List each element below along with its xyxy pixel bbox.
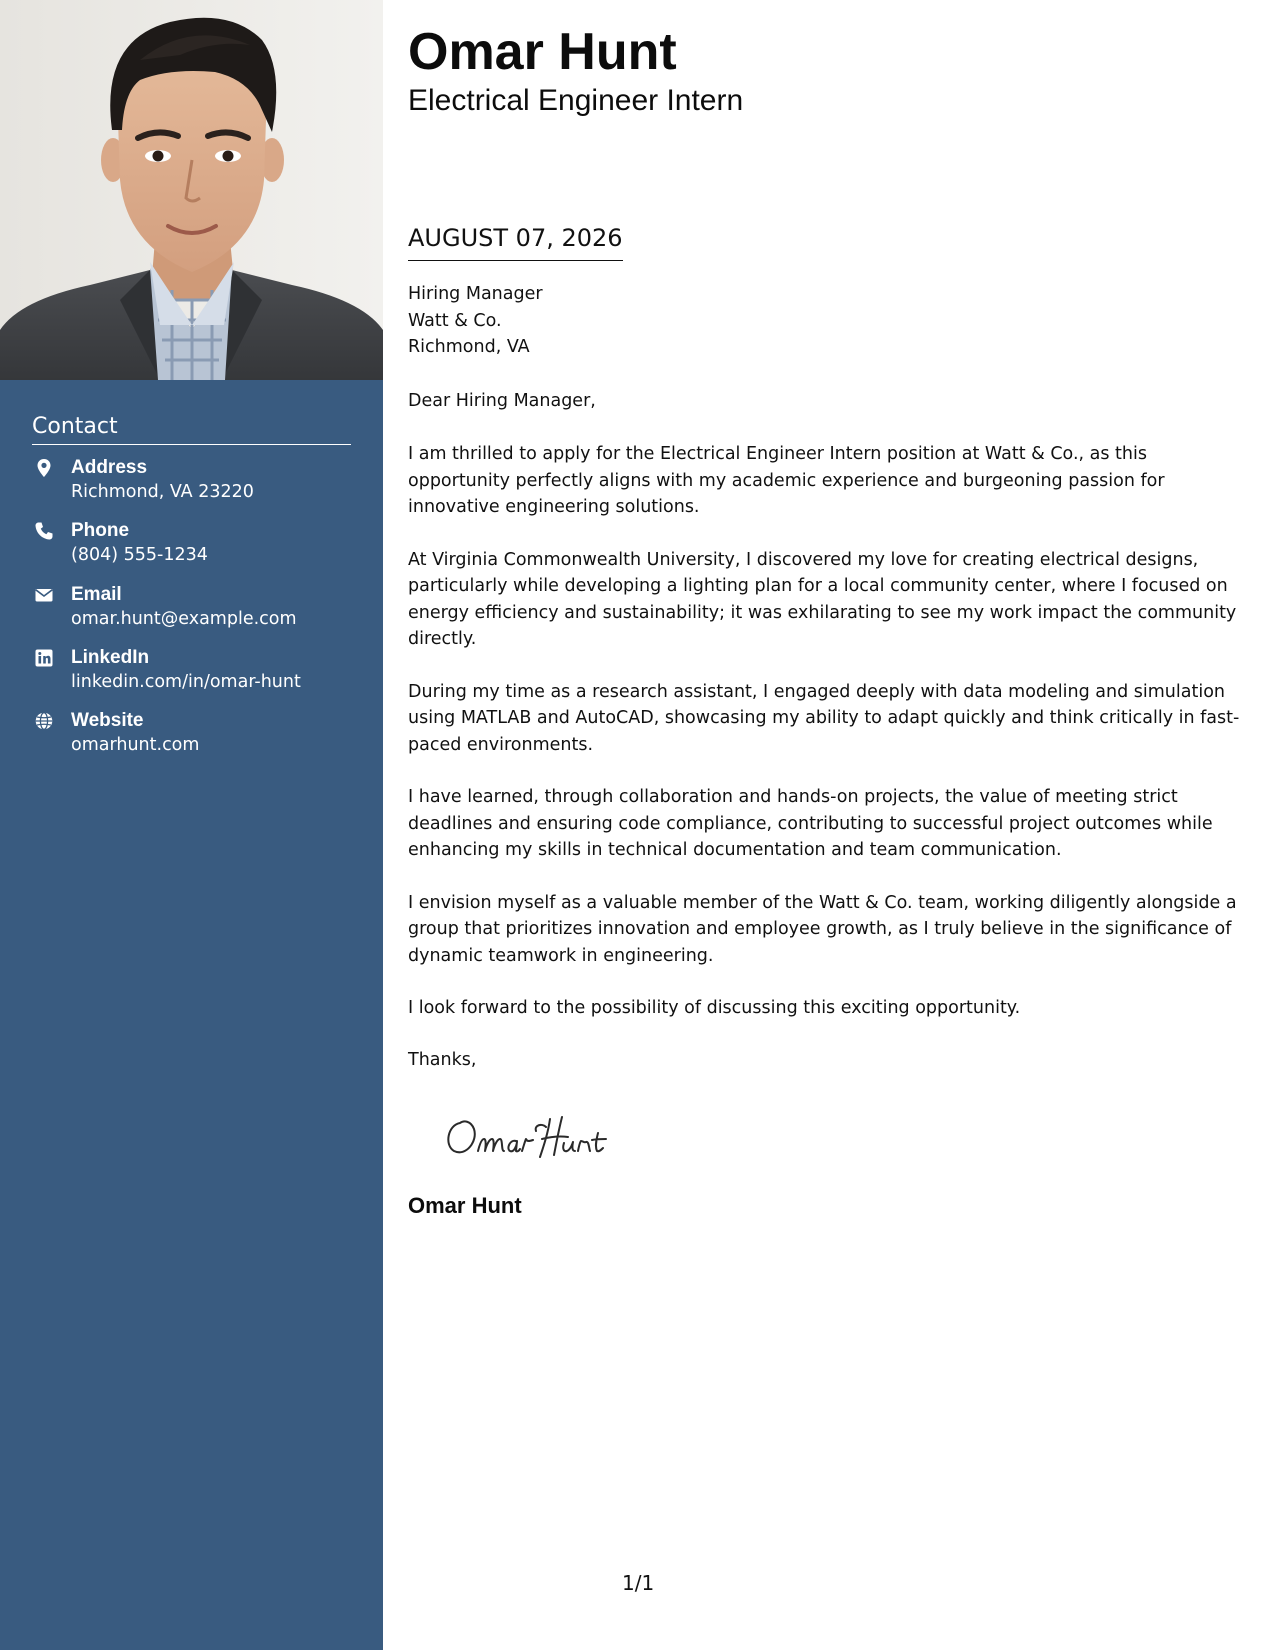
contact-label: Website [71, 710, 144, 732]
signature-name: Omar Hunt [408, 1193, 522, 1218]
linkedin-value[interactable]: linkedin.com/in/omar-hunt [71, 671, 301, 692]
email-value[interactable]: omar.hunt@example.com [71, 608, 297, 629]
contact-label: Phone [71, 520, 130, 542]
globe-icon [34, 711, 54, 731]
contact-list [32, 455, 362, 771]
website-value[interactable]: omarhunt.com [71, 735, 200, 756]
body-paragraph: I am thrilled to apply for the Electrical Engineer Intern position at Watt & Co., as this opportunity perfectly aligns with my academic experience and burgeoning passion for innovative engineering solutions. [408, 444, 1165, 517]
body-paragraph: I envision myself as a valuable member of the Watt & Co. team, working diligently alongside a group that prioritizes innovation and employee growth, as I truly believe in the significance of dynamic teamwork in engineering. [408, 892, 1237, 966]
sidebar [0, 0, 383, 1650]
contact-item-linkedin [32, 645, 362, 708]
profile-photo [0, 0, 383, 380]
envelope-icon [34, 585, 54, 605]
letter-main [408, 0, 1253, 1650]
closing: Thanks, [408, 1050, 477, 1070]
address-value: Richmond, VA 23220 [71, 482, 254, 502]
recipient-line: Richmond, VA [408, 337, 530, 357]
contact-item-email [32, 582, 362, 645]
contact-item-website [32, 708, 362, 771]
signature-image [438, 1105, 648, 1165]
contact-label: LinkedIn [71, 646, 150, 668]
contact-label: Email [71, 583, 122, 605]
contact-item-phone [32, 518, 362, 581]
map-pin-icon [34, 458, 54, 478]
recipient-line: Watt & Co. [408, 310, 502, 331]
salutation: Dear Hiring Manager, [408, 391, 596, 411]
body-paragraph: I have learned, through collaboration and hands-on projects, the value of meeting strict deadlines and ensuring code compliance, contributing to successful project outcomes while enhancing my skills in technical documentation and team communication. [408, 787, 1213, 860]
contact-item-address [32, 455, 362, 518]
body-paragraph: At Virginia Commonwealth University, I discovered my love for creating electrical designs, particularly while developing a lighting plan for a local community center, where I focused on energy efficiency and sustainability; it was exhilarating to see my work impact the community directly. [408, 549, 1237, 649]
body-paragraph: I look forward to the possibility of discussing this exciting opportunity. [408, 998, 1021, 1018]
letter-date: AUGUST 07, 2026 [408, 222, 623, 261]
contact-label: Address [71, 457, 148, 478]
contact-heading: Contact [32, 413, 351, 445]
linkedin-icon [34, 648, 54, 668]
letter-body [408, 441, 1253, 1048]
body-paragraph: During my time as a research assistant, I engaged deeply with data modeling and simulation using MATLAB and AutoCAD, showcasing my ability to adapt quickly and think critically in fast-paced environments. [408, 681, 1240, 755]
job-title: Electrical Engineer Intern [408, 84, 744, 117]
phone-icon [34, 521, 54, 541]
phone-value[interactable]: (804) 555-1234 [71, 545, 208, 566]
recipient-line: Hiring Manager [408, 284, 543, 304]
applicant-name: Omar Hunt [408, 23, 677, 81]
recipient-block [408, 281, 543, 361]
page-number: 1/1 [622, 1571, 655, 1595]
